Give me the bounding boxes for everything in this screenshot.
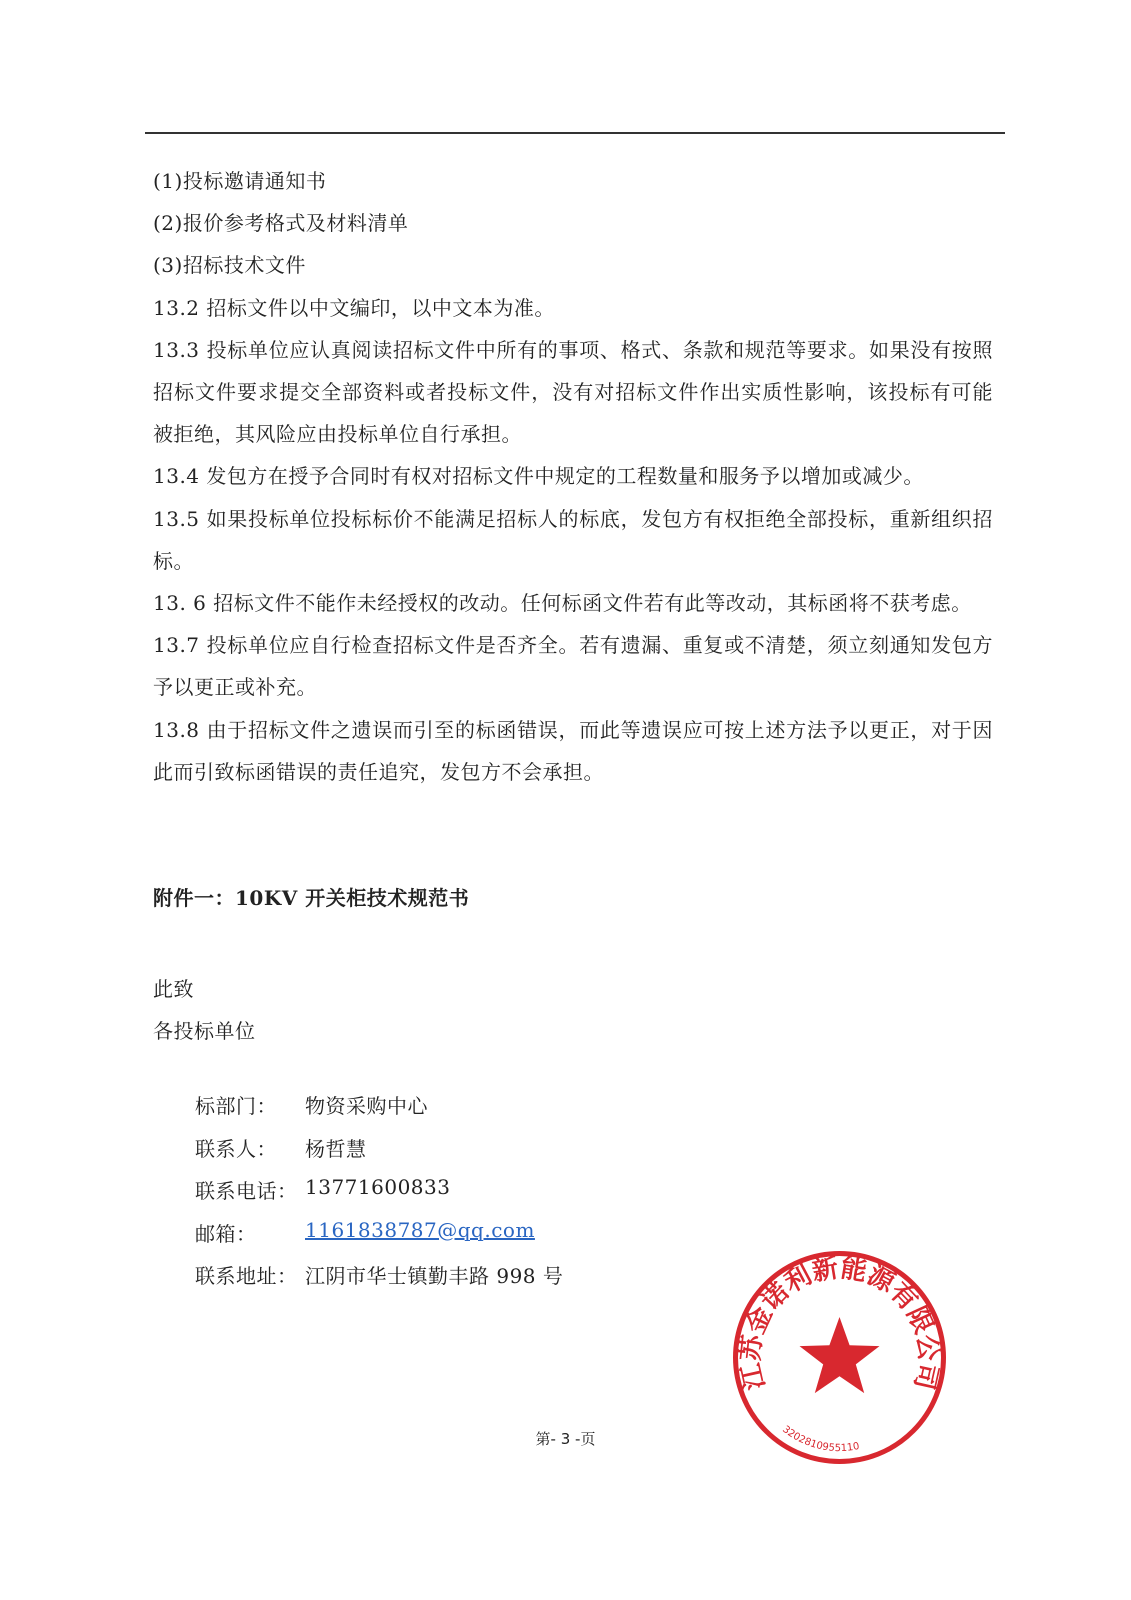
address-label: 联系地址：	[195, 1264, 298, 1288]
phone-value: 13771600833	[305, 1175, 451, 1199]
paragraph-13-5: 13.5 如果投标单位投标标价不能满足招标人的标底，发包方有权拒绝全部投标，重新组织招标。	[153, 506, 993, 573]
department-label: 标部门：	[195, 1094, 277, 1118]
email-link[interactable]: 1161838787@qq.com	[305, 1217, 535, 1242]
seal-serial-number: 3202810955110	[780, 1423, 861, 1455]
paragraph-3: (3)招标技术文件	[153, 253, 306, 278]
closing-recipient: 各投标单位	[153, 1019, 256, 1043]
contact-phone-row	[195, 1175, 563, 1218]
contact-department-row	[195, 1090, 563, 1133]
phone-label: 联系电话：	[195, 1179, 298, 1203]
contact-address-row	[195, 1260, 563, 1303]
paragraph-13-4: 13.4 发包方在授予合同时有权对招标文件中规定的工程数量和服务予以增加或减少。	[153, 464, 924, 489]
department-value: 物资采购中心	[305, 1094, 428, 1118]
contact-block	[195, 1090, 563, 1303]
paragraph-13-2: 13.2 招标文件以中文编印，以中文本为准。	[153, 295, 555, 320]
closing-salutation: 此致	[153, 977, 194, 1001]
paragraph-1: (1)投标邀请通知书	[153, 169, 327, 193]
header-rule	[145, 132, 1005, 134]
closing-block	[153, 968, 256, 1052]
seal-company-name: 江苏金诺利新能源有限公司	[735, 1253, 944, 1393]
contact-email-row	[195, 1218, 563, 1261]
paragraph-13-8: 13.8 由于招标文件之遗误而引至的标函错误，而此等遗误应可按上述方法予以更正，对于因此而引致标函错误的责任追究，发包方不会承担。	[153, 717, 993, 784]
paragraph-13-3: 13.3 投标单位应认真阅读招标文件中所有的事项、格式、条款和规范等要求。如果没有按照招标文件要求提交全部资料或者投标文件，没有对招标文件作出实质性影响，该投标有可能被拒绝，其风险应由投标单位自行承担。	[153, 337, 993, 447]
contact-person-row	[195, 1133, 563, 1176]
person-value: 杨哲慧	[305, 1136, 367, 1161]
paragraph-13-6: 13. 6 招标文件不能作未经授权的改动。任何标函文件若有此等改动，其标函将不获考虑。	[153, 591, 972, 616]
address-value: 江阴市华士镇勤丰路 998 号	[305, 1264, 564, 1288]
seal-star-icon	[800, 1317, 880, 1393]
attachment-title: 附件一：10KV 开关柜技术规范书	[153, 886, 470, 910]
body-text	[153, 160, 993, 793]
paragraph-2: (2)报价参考格式及材料清单	[153, 211, 409, 236]
paragraph-13-7: 13.7 投标单位应自行检查招标文件是否齐全。若有遗漏、重复或不清楚，须立刻通知发包方予以更正或补充。	[153, 633, 993, 700]
page-number: 第- 3 -页	[535, 1430, 596, 1448]
person-label: 联系人：	[195, 1136, 277, 1161]
email-label: 邮箱：	[195, 1221, 257, 1246]
